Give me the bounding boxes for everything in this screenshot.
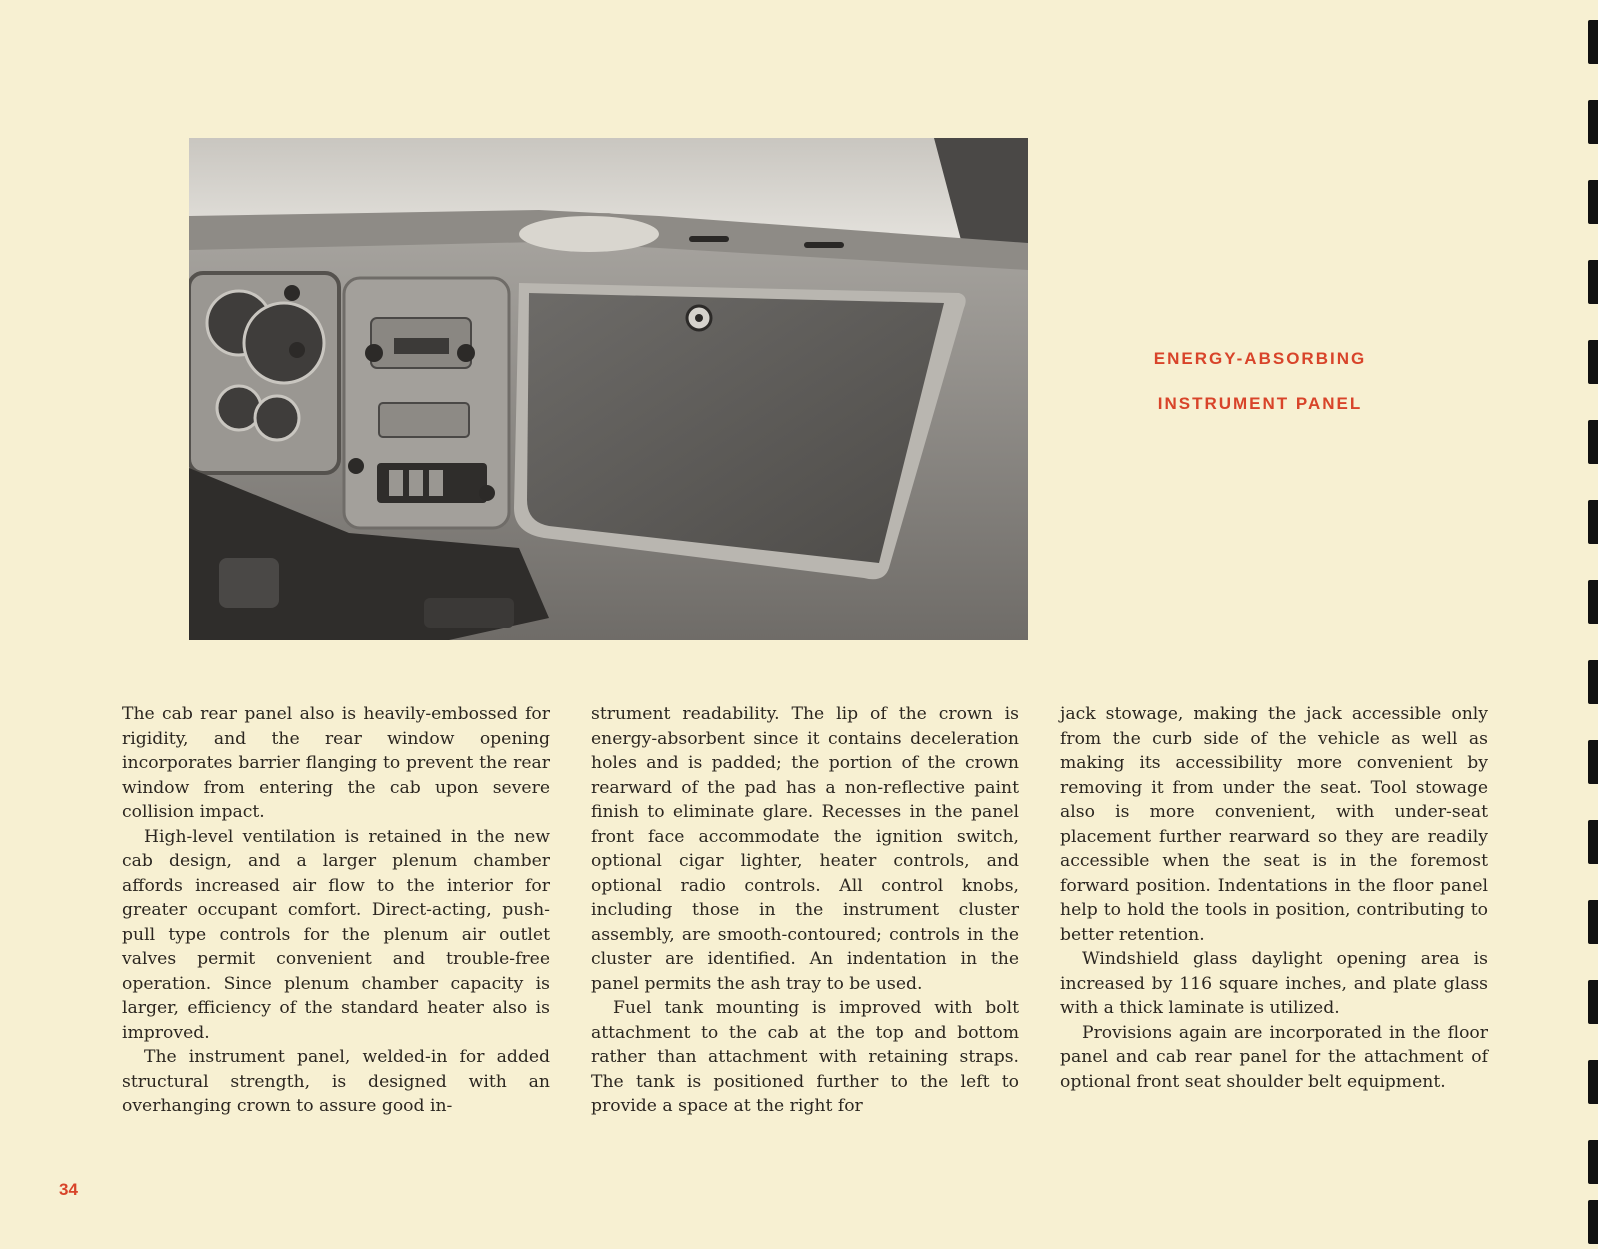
paragraph: Windshield glass daylight opening area is increased by 116 square inches, and plate glass with a thick laminate is utilized.	[1060, 949, 1488, 1018]
paragraph: jack stowage, making the jack accessible only from the curb side of the vehicle as well as making its accessibility more convenient by removing it from under the seat. Tool stowage also is more convenient, with under-seat placement further rearward so they are readily accessible when the seat is in the foremost forward position. Indentations in the floor panel help to hold the tools in position, contributing to better retention.	[1060, 704, 1488, 945]
instrument-panel-photo	[189, 138, 1028, 640]
section-heading-line2: INSTRUMENT PANEL	[1157, 394, 1363, 413]
text-column-1	[122, 702, 550, 1119]
paragraph: strument readability. The lip of the crown is energy-absorbent since it contains deceleration holes and is padded; the portion of the crown rearward of the pad has a non-reflective paint finish to eliminate glare. Recesses in the panel front face accommodate the ignition switch, optional cigar lighter, heater controls, and optional radio controls. All control knobs, including those in the instrument cluster assembly, are smooth-contoured; controls in the cluster are identified. An indentation in the panel permits the ash tray to be used.	[591, 704, 1019, 994]
paragraph: High-level ventilation is retained in the new cab design, and a larger plenum chamber affords increased air flow to the interior for greater occupant comfort. Direct-acting, push-pull type controls for the plenum air outlet valves permit convenient and trouble-free operation. Since plenum chamber capacity is larger, efficiency of the standard heater also is improved.	[122, 826, 550, 1043]
spiral-binding	[1584, 0, 1598, 1249]
paragraph: Fuel tank mounting is improved with bolt attachment to the cab at the top and bottom rather than attachment with retaining straps. The tank is positioned further to the left to provide a space at the right for	[591, 998, 1019, 1116]
text-column-3	[1060, 702, 1488, 1094]
paragraph: The instrument panel, welded-in for added structural strength, is designed with an overhanging crown to assure good in-	[122, 1047, 550, 1116]
text-column-2	[591, 702, 1019, 1119]
instrument-panel-illustration	[189, 138, 1028, 640]
paragraph: Provisions again are incorporated in the floor panel and cab rear panel for the attachment of optional front seat shoulder belt equipment.	[1060, 1022, 1488, 1092]
section-heading-line1: ENERGY-ABSORBING	[1153, 349, 1367, 368]
page-number: 34	[59, 1180, 78, 1199]
paragraph: The cab rear panel also is heavily-embossed for rigidity, and the rear window opening incorporates barrier flanging to prevent the rear window from entering the cab upon severe collision impact.	[122, 704, 550, 822]
